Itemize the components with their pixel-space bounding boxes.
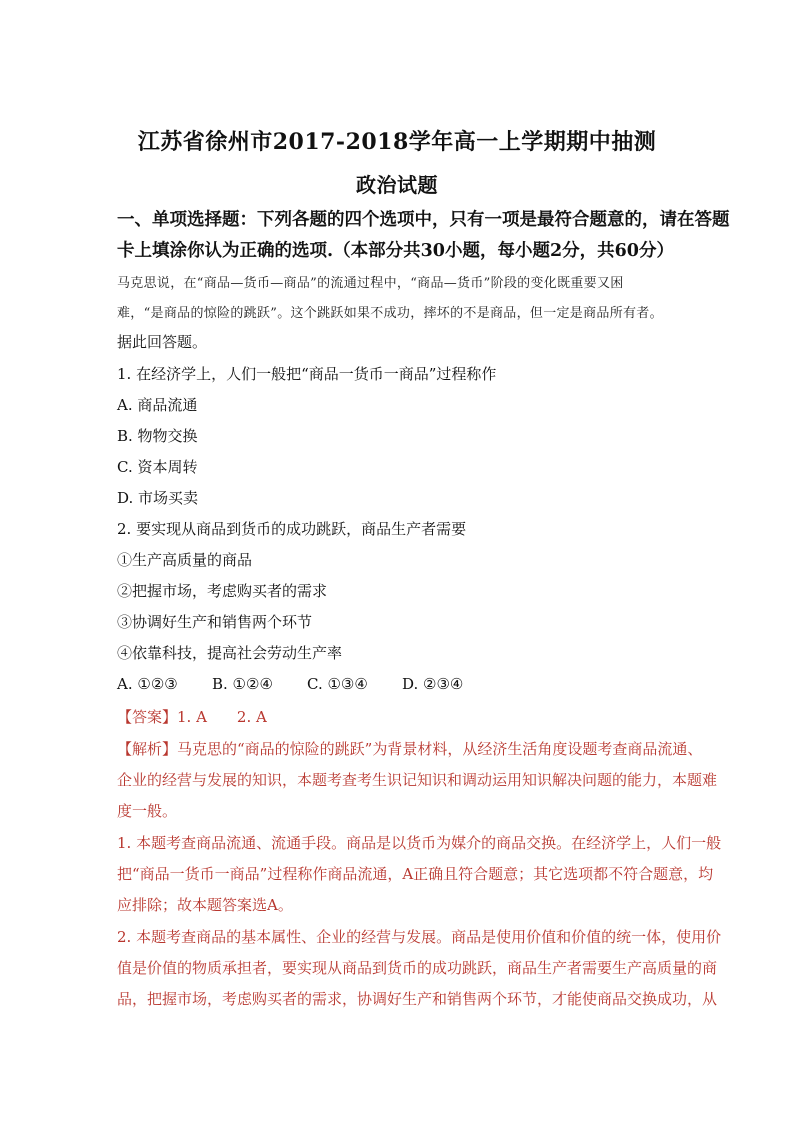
page-subtitle: 政治试题 [356, 173, 438, 197]
question-2-option-b: B. ①②④ [212, 675, 273, 693]
question-2-item-4: ④依靠科技，提高社会劳动生产率 [117, 644, 343, 662]
answer-tag: 【答案】 [117, 708, 178, 726]
section-heading-line-2: 卡上填涂你认为正确的选项.（本部分共30小题，每小题2分，共60分） [117, 241, 674, 261]
analysis-line-2: 企业的经营与发展的知识，本题考查考生识记知识和调动运用知识解决问题的能力，本题难 [117, 771, 718, 789]
analysis-line-3: 度一般。 [117, 802, 178, 820]
question-1-option-b: B. 物物交换 [117, 427, 198, 445]
analysis-tag: 【解析】 [117, 740, 178, 758]
question-1-option-d: D. 市场买卖 [117, 489, 199, 507]
question-2-item-1: ①生产高质量的商品 [117, 551, 253, 569]
explanation-1-line-1: 1. 本题考查商品流通、流通手段。商品是以货币为媒介的商品交换。在经济学上，人们一般 [117, 834, 722, 852]
question-1-stem: 1. 在经济学上，人们一般把“商品一货币一商品”过程称作 [117, 365, 497, 383]
answer-line [117, 706, 267, 727]
question-1-option-c: C. 资本周转 [117, 458, 198, 476]
material-line-2: 难，“是商品的惊险的跳跃”。这个跳跃如果不成功，摔坏的不是商品，但一定是商品所有者。 [117, 306, 663, 321]
explanation-2-line-3: 品，把握市场，考虑购买者的需求，协调好生产和销售两个环节，才能使商品交换成功，从 [117, 990, 718, 1008]
material-line-1: 马克思说，在“商品—货币—商品”的流通过程中，“商品—货币”阶段的变化既重要又困 [117, 276, 624, 291]
question-2-options [117, 675, 463, 693]
material-line-3: 据此回答题。 [117, 333, 208, 351]
page-title: 江苏省徐州市2017-2018学年高一上学期期中抽测 [137, 129, 657, 155]
question-2-item-3: ③协调好生产和销售两个环节 [117, 613, 313, 631]
explanation-1-line-2: 把“商品一货币一商品”过程称作商品流通，A正确且符合题意；其它选项都不符合题意，均 [117, 865, 714, 883]
analysis-line-1 [117, 738, 702, 759]
explanation-1-line-3: 应排除；故本题答案选A。 [117, 896, 293, 914]
answer-text: 1. A 2. A [177, 708, 267, 726]
explanation-2-line-1: 2. 本题考查商品的基本属性、企业的经营与发展。商品是使用价值和价值的统一体，使用价 [117, 928, 722, 946]
question-1-option-a: A. 商品流通 [117, 396, 198, 414]
question-2-stem: 2. 要实现从商品到货币的成功跳跃，商品生产者需要 [117, 520, 467, 538]
question-2-option-a: A. ①②③ [117, 675, 178, 693]
section-heading-line-1: 一、单项选择题：下列各题的四个选项中，只有一项是最符合题意的，请在答题 [117, 210, 730, 230]
question-2-item-2: ②把握市场，考虑购买者的需求 [117, 582, 328, 600]
question-2-option-d: D. ②③④ [402, 675, 464, 693]
analysis-text-1: 马克思的“商品的惊险的跳跃”为背景材料，从经济生活角度设题考查商品流通、 [177, 740, 703, 758]
explanation-2-line-2: 值是价值的物质承担者，要实现从商品到货币的成功跳跃，商品生产者需要生产高质量的商 [117, 959, 718, 977]
question-2-option-c: C. ①③④ [307, 675, 368, 693]
